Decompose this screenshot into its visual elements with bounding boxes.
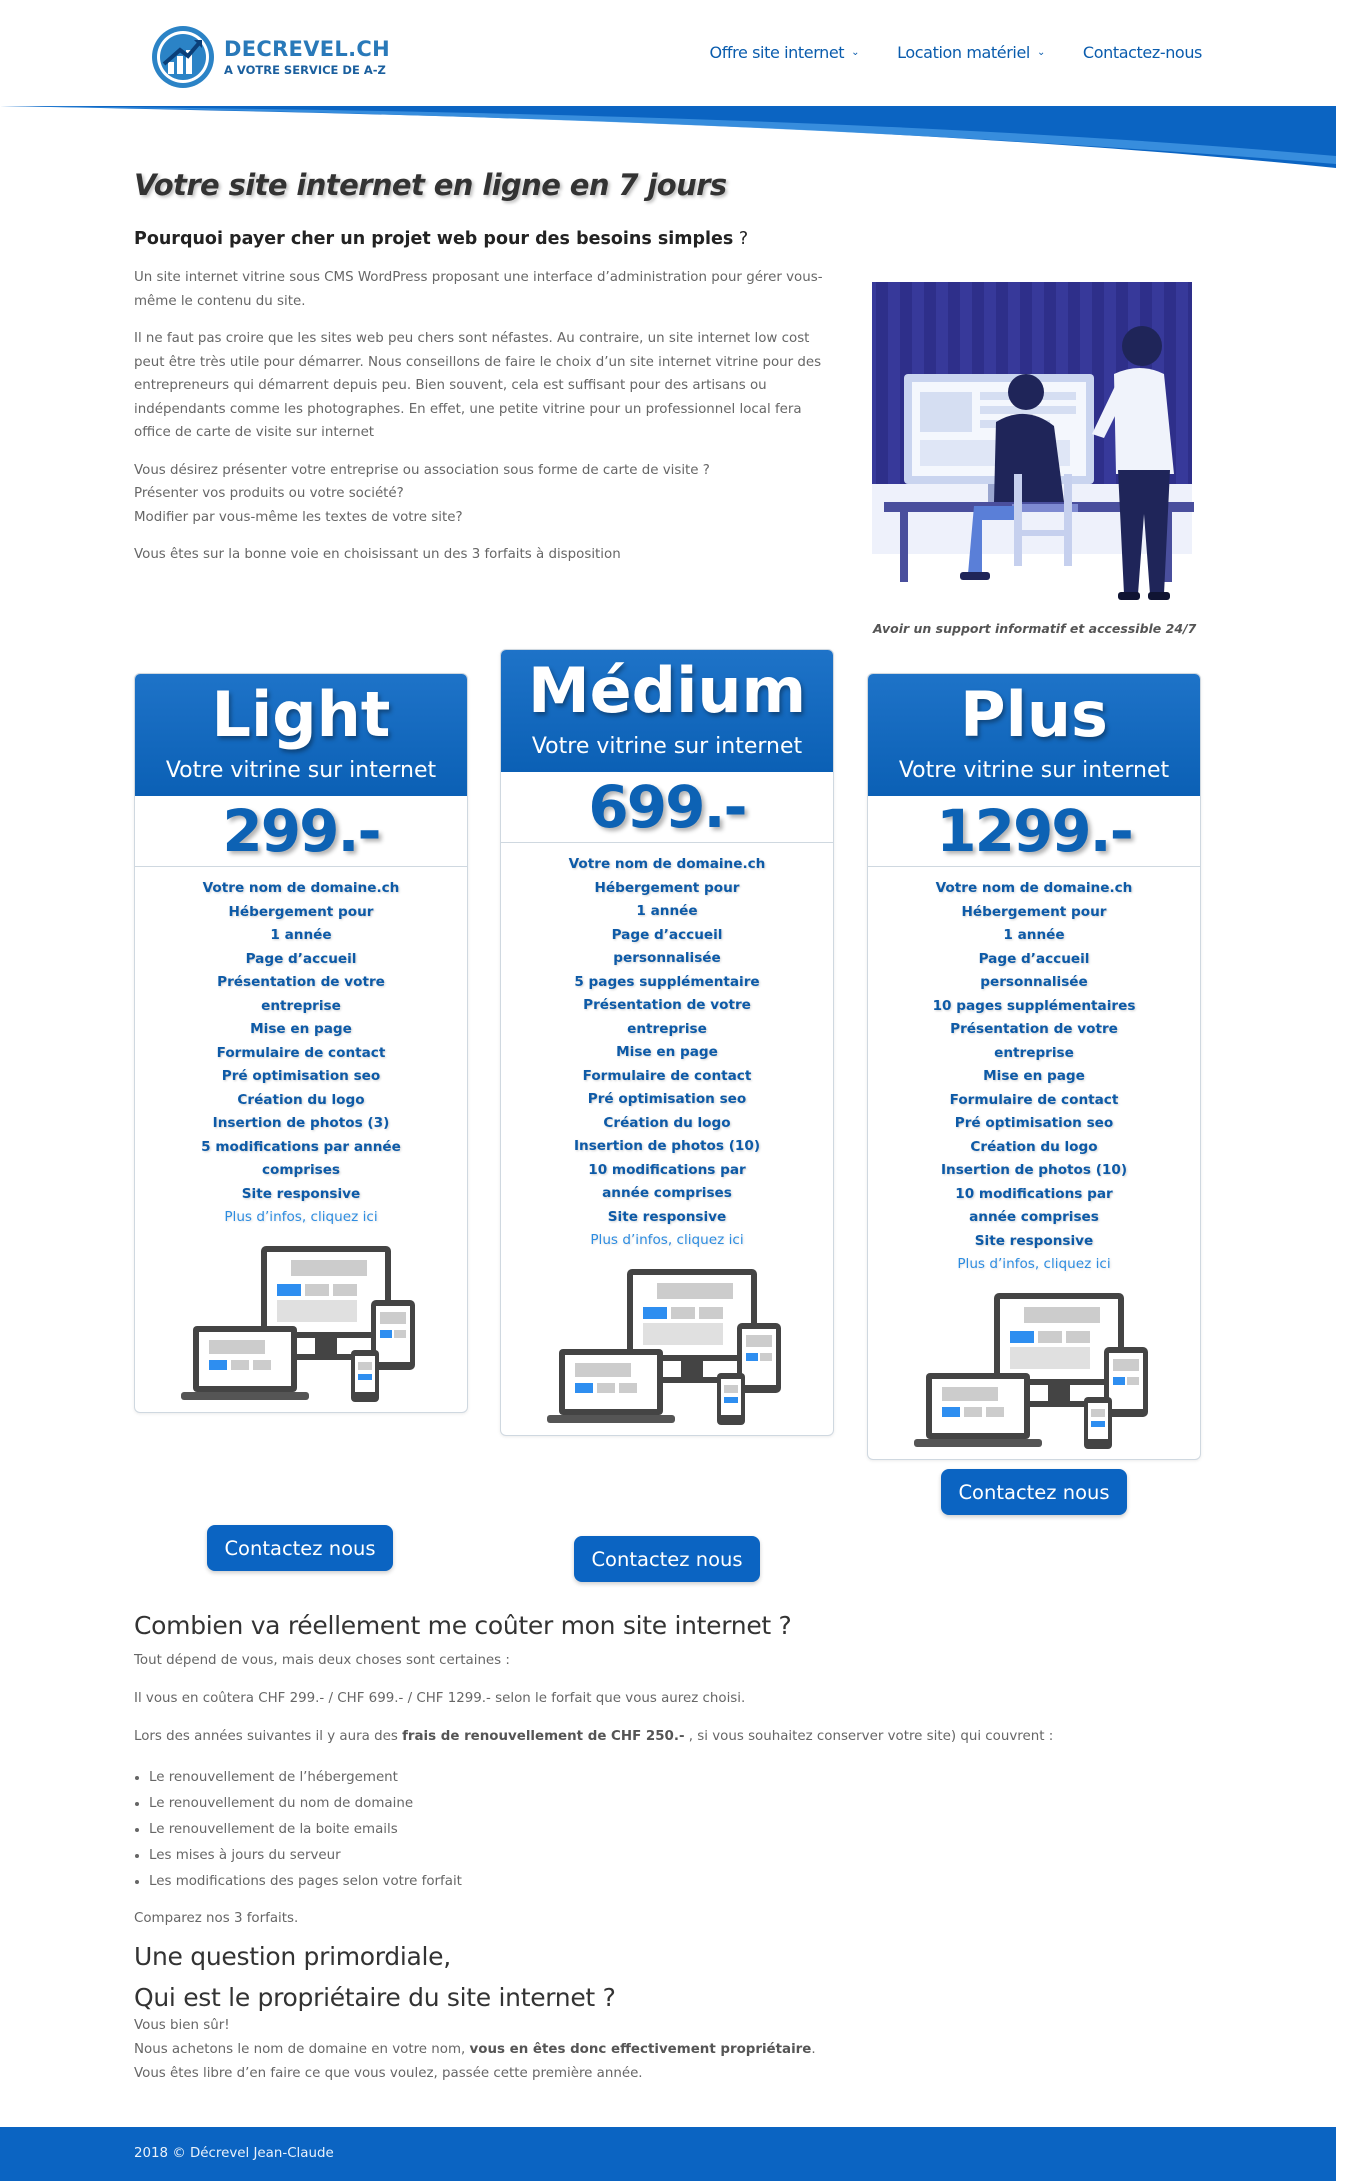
intro-subtitle (134, 229, 748, 249)
plan-feature: personnalisée (980, 974, 1088, 990)
plan-feature: Site responsive (974, 1232, 1094, 1249)
plan-feature: 1 année (1003, 927, 1065, 943)
hero-illustration (864, 274, 1216, 616)
plan-feature: entreprise (627, 1020, 707, 1037)
plan-feature: année comprises (602, 1185, 732, 1201)
plan-feature: Site responsive (241, 1185, 361, 1202)
plan-feature: Pré optimisation seo (954, 1115, 1114, 1131)
plan-feature: personnalisée (613, 950, 721, 966)
plan-feature: Création du logo (970, 1138, 1098, 1155)
plan-feature: Hébergement pour (594, 879, 740, 896)
plan-feature: Formulaire de contact (216, 1044, 386, 1061)
plan-feature: Votre nom de domaine.ch (935, 880, 1133, 896)
hero-caption: Avoir un support informatif et accessible 24/7 (873, 621, 1197, 636)
plan-header (135, 674, 467, 796)
owner-line-start: Nous achetons le nom de domaine en votre nom, (134, 2042, 470, 2057)
contact-button-medium[interactable]: Contactez nous (574, 1536, 760, 1582)
plan-feature: 10 modifications par (588, 1161, 746, 1178)
plan-feature: Présentation de votre (217, 974, 385, 990)
plan-card-light (134, 673, 468, 1413)
plan-price: 299.- (135, 796, 467, 867)
plan-feature: entreprise (994, 1044, 1074, 1061)
nav-location-materiel[interactable] (897, 43, 1045, 62)
plan-feature: 5 pages supplémentaire (574, 973, 760, 990)
intro-question: Présenter vos produits ou votre société? (134, 486, 404, 501)
plan-feature: Mise en page (250, 1021, 352, 1037)
plan-feature: 10 modifications par (955, 1185, 1113, 1202)
plan-card-plus (867, 673, 1201, 1460)
logo-title: DECREVEL.CH (224, 37, 390, 61)
plan-name: Light (211, 678, 391, 751)
responsive-devices-icon (547, 1263, 787, 1435)
site-header (0, 0, 1336, 108)
intro-text (134, 266, 834, 581)
list-item: • Le renouvellement du nom de domaine (149, 1791, 462, 1817)
owner-text (134, 2014, 816, 2086)
intro-subtitle-bold: Pourquoi payer cher un projet web pour des besoins simples (134, 229, 734, 249)
compare-text: Comparez nos 3 forfaits. (134, 1911, 299, 1926)
cost-paragraph: Tout dépend de vous, mais deux choses sont certaines : (134, 1653, 510, 1668)
plan-feature: 5 modifications par année (201, 1138, 401, 1155)
owner-line: Vous bien sûr! (134, 2018, 230, 2033)
contact-button-light[interactable]: Contactez nous (207, 1525, 393, 1571)
plan-more-info-link[interactable]: Plus d’infos, cliquez ici (590, 1232, 744, 1248)
owner-title-2: Qui est le propriétaire du site internet ? (134, 1983, 616, 2012)
owner-line-2 (134, 2038, 816, 2062)
renewal-fee: frais de renouvellement de CHF 250.- (402, 1729, 685, 1744)
owner-title-1: Une question primordiale, (134, 1942, 451, 1971)
plan-feature: Insertion de photos (10) (940, 1162, 1128, 1178)
intro-paragraph: Il ne faut pas croire que les sites web peu chers sont néfastes. Au contraire, un site internet low cost peut être très utile pour démarrer. Nous conseillons de faire le choix d’un site internet vitrine pour des entrepreneurs qui démarrent depuis peu. Bien souvent, cela est suffisant pour des artisans ou indépendants comme les photographes. En effet, une petite vitrine pour un professionnel local fera office de carte de visite sur internet (134, 331, 822, 440)
intro-paragraph: Vous êtes sur la bonne voie en choisissant un des 3 forfaits à disposition (134, 547, 621, 562)
logo-icon (150, 24, 216, 90)
plan-feature: Formulaire de contact (949, 1091, 1119, 1108)
plan-feature: Votre nom de domaine.ch (568, 856, 766, 872)
plan-feature: Insertion de photos (3) (212, 1115, 390, 1131)
page-title: Votre site internet en ligne en 7 jours (134, 168, 727, 202)
renewal-text-start: Lors des années suivantes il y aura des (134, 1729, 403, 1744)
plan-price: 699.- (501, 772, 833, 843)
nav-label: Offre site internet (709, 43, 845, 62)
plan-feature: Page d’accueil (245, 950, 357, 967)
list-item: • Le renouvellement de la boite emails (149, 1817, 462, 1843)
plan-feature: Présentation de votre (583, 997, 751, 1013)
site-logo[interactable] (150, 22, 390, 92)
plan-features (868, 867, 1200, 1253)
contact-button-plus[interactable]: Contactez nous (941, 1469, 1127, 1515)
plan-feature: Mise en page (616, 1044, 718, 1060)
list-item: • Le renouvellement de l’hébergement (149, 1765, 462, 1791)
header-swoosh-divider (0, 104, 1336, 170)
nav-offre-site-internet[interactable] (710, 43, 860, 62)
plan-price: 1299.- (868, 796, 1200, 867)
plan-feature: Hébergement pour (961, 903, 1107, 920)
plan-feature: 10 pages supplémentaires (932, 997, 1136, 1014)
plan-more-info-link[interactable]: Plus d’infos, cliquez ici (957, 1256, 1111, 1272)
chevron-down-icon: ⌄ (1036, 47, 1045, 58)
renewal-list (134, 1765, 462, 1895)
intro-questions (134, 459, 834, 530)
intro-question: Vous désirez présenter votre entreprise ou association sous forme de carte de visite ? (134, 462, 710, 478)
responsive-devices-icon (914, 1287, 1154, 1459)
logo-subtitle: A VOTRE SERVICE DE A-Z (224, 63, 386, 77)
owner-line-end: . (811, 2042, 816, 2057)
plan-subtitle: Votre vitrine sur internet (898, 758, 1170, 783)
plan-feature: Votre nom de domaine.ch (202, 880, 400, 896)
plan-feature: Présentation de votre (950, 1021, 1118, 1037)
list-item: • Les mises à jours du serveur (149, 1843, 462, 1869)
renewal-text-end: , si vous souhaitez conserver votre site) qui couvrent : (684, 1729, 1054, 1744)
plan-feature: comprises (261, 1162, 341, 1178)
footer-copyright: 2018 © Décrevel Jean-Claude (134, 2146, 334, 2161)
plan-header (868, 674, 1200, 796)
plan-feature: Hébergement pour (228, 903, 374, 920)
plan-feature: Pré optimisation seo (221, 1068, 381, 1084)
plan-features (135, 867, 467, 1206)
cost-renewal-paragraph (134, 1729, 1053, 1744)
plan-feature: Page d’accueil (611, 926, 723, 943)
owner-line-bold: vous en êtes donc effectivement propriétaire (469, 2042, 812, 2057)
plan-more-info-link[interactable]: Plus d’infos, cliquez ici (224, 1209, 378, 1225)
owner-line: Vous êtes libre d’en faire ce que vous voulez, passée cette première année. (134, 2066, 643, 2081)
plan-feature: Site responsive (607, 1208, 727, 1225)
plan-name: Médium (527, 654, 807, 727)
plan-subtitle: Votre vitrine sur internet (165, 758, 437, 783)
nav-label: Contactez-nous (1082, 43, 1202, 62)
site-footer (0, 2127, 1336, 2181)
plan-feature: Page d’accueil (978, 950, 1090, 967)
plan-feature: Création du logo (237, 1091, 365, 1108)
list-item: • Les modifications des pages selon votre forfait (149, 1869, 462, 1895)
plan-feature: 1 année (270, 927, 332, 943)
chevron-down-icon: ⌄ (851, 47, 860, 58)
intro-subtitle-end: ? (733, 229, 749, 249)
plan-feature: Formulaire de contact (582, 1067, 752, 1084)
plan-card-medium (500, 649, 834, 1436)
plan-feature: Mise en page (983, 1068, 1085, 1084)
plan-name: Plus (960, 678, 1108, 751)
plan-feature: Création du logo (603, 1114, 731, 1131)
nav-label: Location matériel (897, 43, 1030, 62)
plan-feature: année comprises (969, 1209, 1099, 1225)
intro-paragraph: Un site internet vitrine sous CMS WordPress proposant une interface d’administration pour gérer vous-même le contenu du site. (134, 270, 823, 309)
intro-question: Modifier par vous-même les textes de votre site? (134, 509, 463, 525)
main-nav (672, 43, 1203, 62)
nav-contactez-nous[interactable] (1083, 43, 1202, 62)
cost-prices-paragraph: Il vous en coûtera CHF 299.- / CHF 699.- / CHF 1299.- selon le forfait que vous aurez choisi. (134, 1691, 746, 1706)
plan-feature: Insertion de photos (10) (573, 1138, 761, 1154)
responsive-devices-icon (181, 1240, 421, 1412)
page-edge (1336, 0, 1350, 2181)
plan-subtitle: Votre vitrine sur internet (531, 734, 803, 759)
plan-feature: 1 année (636, 903, 698, 919)
plan-features (501, 843, 833, 1229)
cost-section-title: Combien va réellement me coûter mon site internet ? (134, 1611, 792, 1640)
plan-feature: entreprise (261, 997, 341, 1014)
plan-header (501, 650, 833, 772)
plan-feature: Pré optimisation seo (587, 1091, 747, 1107)
